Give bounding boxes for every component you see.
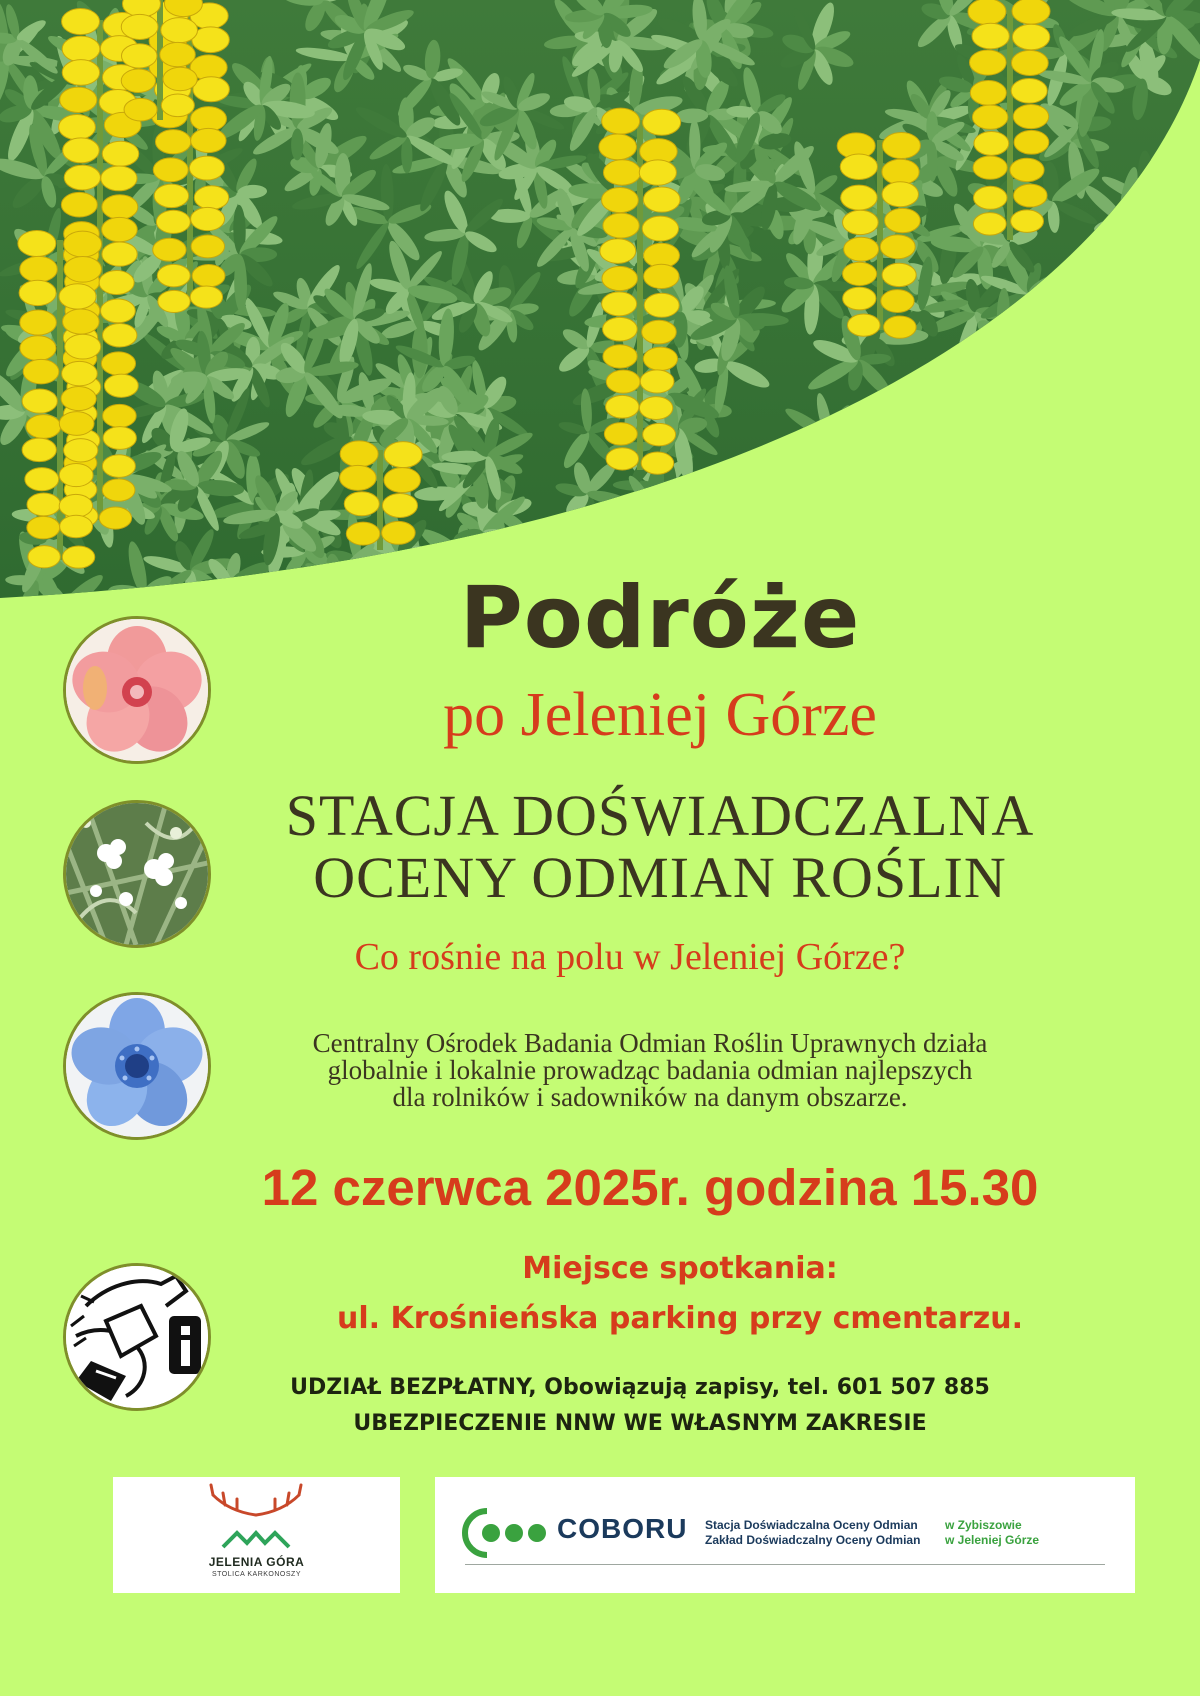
poster-title: Podróże xyxy=(459,568,861,668)
coboru-location-2: w Jeleniej Górze xyxy=(945,1533,1040,1547)
coboru-logo xyxy=(435,1477,1135,1593)
pink-flower-icon xyxy=(63,616,211,764)
info-line-2: UBEZPIECZENIE NNW WE WŁASNYM ZAKRESIE xyxy=(353,1411,927,1436)
jelenia-gora-tagline: STOLICA KARKONOSZY xyxy=(211,1571,301,1578)
coboru-name: COBORU xyxy=(557,1513,688,1544)
jelenia-gora-logo xyxy=(113,1477,400,1593)
station-line-1: STACJA DOŚWIADCZALNA xyxy=(285,783,1035,848)
white-flowers-photo-icon xyxy=(63,800,211,948)
poster-subtitle: po Jeleniej Górze xyxy=(443,681,877,749)
description-line-2: globalnie i lokalnie prowadząc badania odmian najlepszych xyxy=(327,1055,973,1085)
coboru-dots-icon xyxy=(465,1511,546,1555)
coboru-line-2: Zakład Doświadczalny Oceny Odmian xyxy=(705,1533,921,1547)
info-line-1: UDZIAŁ BEZPŁATNY, Obowiązują zapisy, tel. 601 507 885 xyxy=(290,1375,990,1400)
coboru-line-1: Stacja Doświadczalna Oceny Odmian xyxy=(705,1518,918,1532)
description-line-3: dla rolników i sadowników na danym obszarze. xyxy=(392,1082,908,1112)
meeting-label: Miejsce spotkania: xyxy=(522,1251,838,1286)
blue-flower-icon xyxy=(63,992,211,1140)
event-date: 12 czerwca 2025r. godzina 15.30 xyxy=(261,1159,1039,1216)
deer-antlers-icon xyxy=(211,1485,301,1515)
meeting-address: ul. Krośnieńska parking przy cmentarzu. xyxy=(337,1301,1023,1336)
info-guide-icon xyxy=(63,1263,211,1411)
description-line-1: Centralny Ośrodek Badania Odmian Roślin Uprawnych działa xyxy=(312,1028,988,1058)
lupine-photo xyxy=(0,0,1200,620)
coboru-location-1: w Zybiszowie xyxy=(945,1518,1022,1532)
coboru-divider xyxy=(465,1564,1105,1565)
jelenia-gora-name: JELENIA GÓRA xyxy=(208,1555,305,1569)
mountains-icon xyxy=(223,1533,289,1547)
station-line-2: OCENY ODMIAN ROŚLIN xyxy=(313,845,1007,910)
question-text: Co rośnie na polu w Jeleniej Górze? xyxy=(354,936,906,978)
